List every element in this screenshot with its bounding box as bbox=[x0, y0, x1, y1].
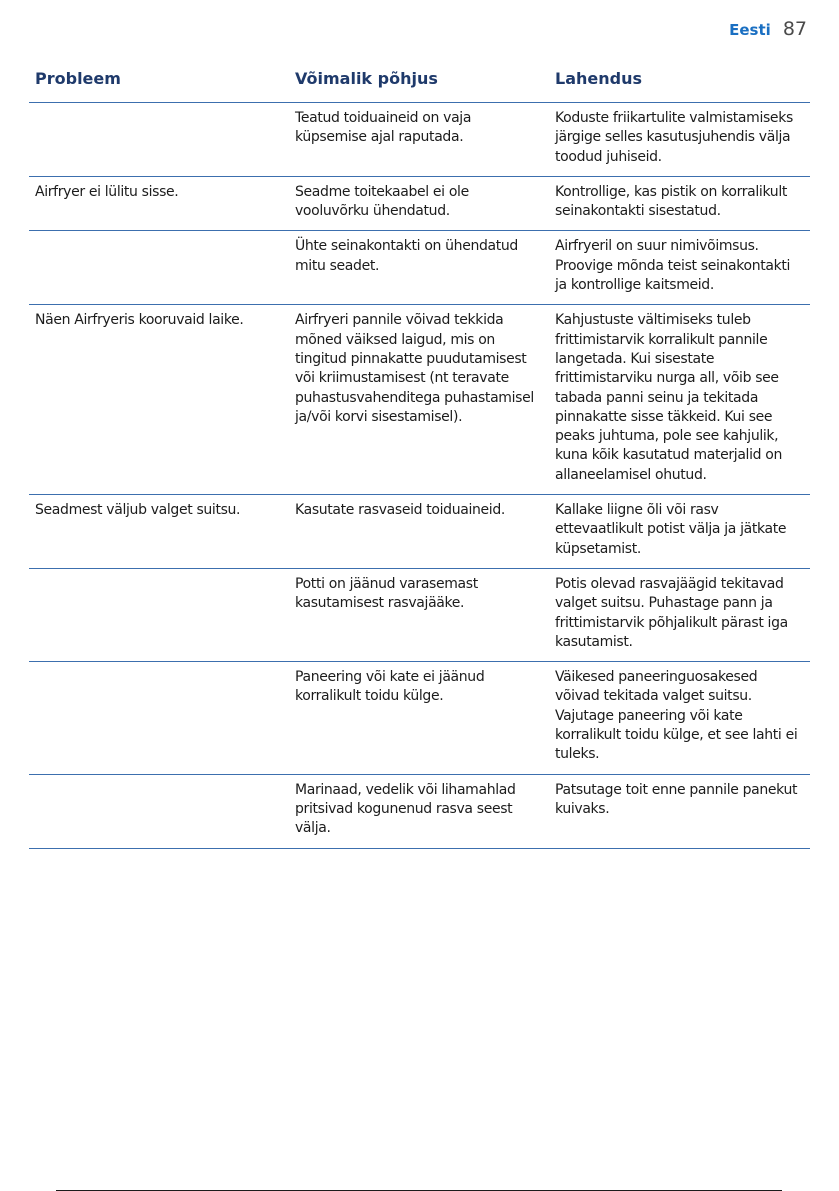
solution-cell: Kahjustuste vältimiseks tuleb frittimistarvik korralikult pannile langetada. Kui sisestate frittimistarviku nurga all, võib see tabada panni seinu ja tekitada pinnakatte sisse täkkeid. Kui see peaks juhtuma, pole see kahjulik, kuna kõik kasutatud materjalid on allaneelamisel ohutud. bbox=[549, 305, 810, 495]
table-row bbox=[29, 774, 810, 848]
problem-cell bbox=[29, 231, 289, 305]
page-header bbox=[729, 18, 807, 40]
solution-cell: Patsutage toit enne pannile panekut kuivaks. bbox=[549, 774, 810, 848]
column-header-problem: Probleem bbox=[29, 60, 289, 103]
problem-cell: Näen Airfryeris kooruvaid laike. bbox=[29, 305, 289, 495]
column-header-solution: Lahendus bbox=[549, 60, 810, 103]
table-row bbox=[29, 231, 810, 305]
cause-cell: Potti on jäänud varasemast kasutamisest rasvajääke. bbox=[289, 568, 549, 661]
table-row bbox=[29, 662, 810, 774]
cause-cell: Kasutate rasvaseid toiduaineid. bbox=[289, 495, 549, 569]
cause-cell: Teatud toiduaineid on vaja küpsemise ajal raputada. bbox=[289, 103, 549, 177]
table-row bbox=[29, 495, 810, 569]
table-header-row bbox=[29, 60, 810, 103]
solution-cell: Koduste friikartulite valmistamiseks järgige selles kasutusjuhendis välja toodud juhiseid. bbox=[549, 103, 810, 177]
problem-cell bbox=[29, 103, 289, 177]
cause-cell: Ühte seinakontakti on ühendatud mitu seadet. bbox=[289, 231, 549, 305]
cause-cell: Paneering või kate ei jäänud korralikult toidu külge. bbox=[289, 662, 549, 774]
cause-cell: Marinaad, vedelik või lihamahlad pritsivad kogunenud rasva seest välja. bbox=[289, 774, 549, 848]
language-label: Eesti bbox=[729, 21, 771, 39]
column-header-cause: Võimalik põhjus bbox=[289, 60, 549, 103]
table-row bbox=[29, 568, 810, 661]
solution-cell: Potis olevad rasvajäägid tekitavad valget suitsu. Puhastage pann ja frittimistarvik põhjalikult pärast iga kasutamist. bbox=[549, 568, 810, 661]
solution-cell: Kallake liigne õli või rasv ettevaatlikult potist välja ja jätkate küpsetamist. bbox=[549, 495, 810, 569]
cause-cell: Airfryeri pannile võivad tekkida mõned väiksed laigud, mis on tingitud pinnakatte puudutamisest või kriimustamisest (nt teravate puhastusvahenditega puhastamisel ja/või korvi sisestamisel). bbox=[289, 305, 549, 495]
table-row bbox=[29, 305, 810, 495]
solution-cell: Kontrollige, kas pistik on korralikult seinakontakti sisestatud. bbox=[549, 176, 810, 231]
troubleshooting-table bbox=[29, 60, 810, 849]
problem-cell bbox=[29, 568, 289, 661]
cause-cell: Seadme toitekaabel ei ole vooluvõrku ühendatud. bbox=[289, 176, 549, 231]
problem-cell bbox=[29, 774, 289, 848]
table-row bbox=[29, 176, 810, 231]
page-number: 87 bbox=[782, 18, 807, 40]
solution-cell: Väikesed paneeringuosakesed võivad tekitada valget suitsu. Vajutage paneering või kate korralikult toidu külge, et see lahti ei tuleks. bbox=[549, 662, 810, 774]
problem-cell bbox=[29, 662, 289, 774]
problem-cell: Seadmest väljub valget suitsu. bbox=[29, 495, 289, 569]
problem-cell: Airfryer ei lülitu sisse. bbox=[29, 176, 289, 231]
solution-cell: Airfryeril on suur nimivõimsus. Proovige mõnda teist seinakontakti ja kontrollige kaitsmeid. bbox=[549, 231, 810, 305]
table-row bbox=[29, 103, 810, 177]
